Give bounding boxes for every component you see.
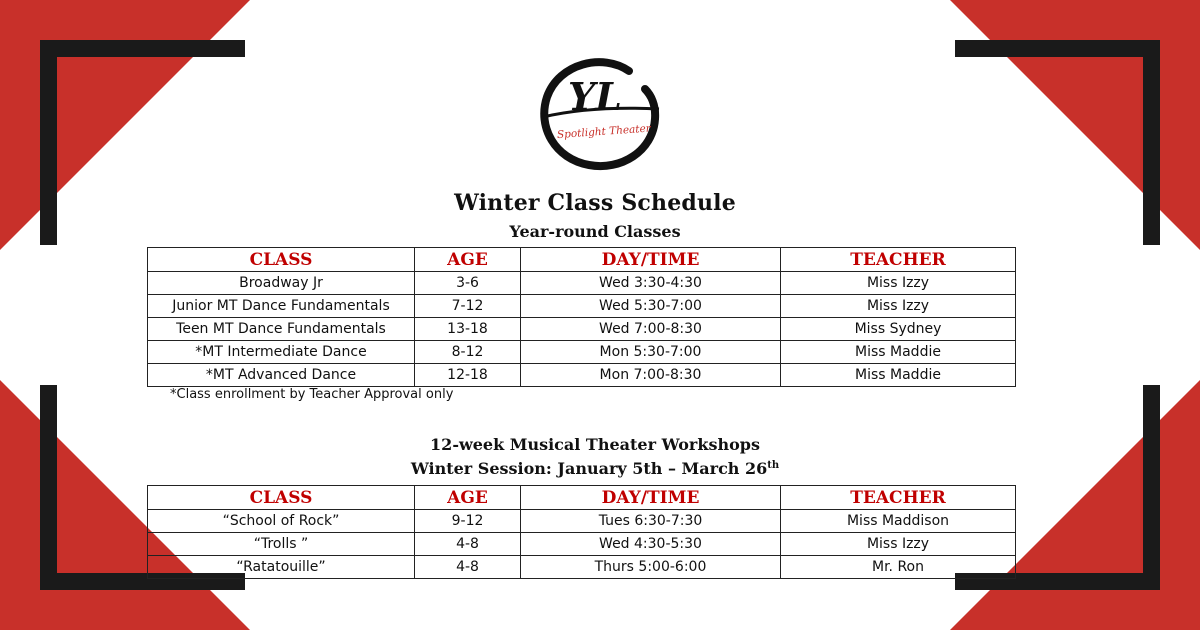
column-header-teacher: TEACHER [781, 248, 1016, 272]
teacher-cell: Miss Sydney [781, 318, 1016, 341]
workshops-heading: 12-week Musical Theater Workshops [430, 435, 760, 454]
column-header-age: AGE [415, 248, 521, 272]
day-time-cell: Mon 5:30-7:00 [521, 341, 781, 364]
column-header-age: AGE [415, 486, 521, 510]
class-cell: “School of Rock” [148, 510, 415, 533]
class-cell: Teen MT Dance Fundamentals [148, 318, 415, 341]
day-time-cell: Mon 7:00-8:30 [521, 364, 781, 387]
class-cell: Junior MT Dance Fundamentals [148, 295, 415, 318]
table-row [148, 295, 1016, 318]
teacher-cell: Miss Izzy [781, 533, 1016, 556]
column-header-teacher: TEACHER [781, 486, 1016, 510]
age-cell: 7-12 [415, 295, 521, 318]
session-text: Winter Session: January 5th – March 26 [410, 459, 768, 478]
teacher-cell: Miss Izzy [781, 272, 1016, 295]
age-cell: 3-6 [415, 272, 521, 295]
teacher-cell: Miss Izzy [781, 295, 1016, 318]
table-row [148, 510, 1016, 533]
day-time-cell: Tues 6:30-7:30 [521, 510, 781, 533]
age-cell: 4-8 [415, 533, 521, 556]
table-row [148, 318, 1016, 341]
enrollment-note: *Class enrollment by Teacher Approval only [170, 387, 454, 402]
table-row [148, 533, 1016, 556]
column-header-class: CLASS [148, 248, 415, 272]
class-cell: “Ratatouille” [148, 556, 415, 579]
table-header-row [148, 486, 1016, 510]
year-round-heading: Year-round Classes [509, 222, 681, 241]
year-round-table [147, 247, 1016, 387]
column-header-day-time: DAY/TIME [521, 486, 781, 510]
workshops-table [147, 485, 1016, 579]
schedule-title: Winter Class Schedule [454, 190, 736, 216]
teacher-cell: Mr. Ron [781, 556, 1016, 579]
day-time-cell: Wed 4:30-5:30 [521, 533, 781, 556]
logo-letters: YL [568, 74, 622, 119]
yl-spotlight-logo [537, 55, 665, 173]
table-row [148, 341, 1016, 364]
age-cell: 12-18 [415, 364, 521, 387]
workshops-session [0, 459, 1190, 478]
table-header-row [148, 248, 1016, 272]
table-row [148, 556, 1016, 579]
table-row [148, 272, 1016, 295]
teacher-cell: Miss Maddie [781, 364, 1016, 387]
day-time-cell: Wed 5:30-7:00 [521, 295, 781, 318]
class-cell: *MT Advanced Dance [148, 364, 415, 387]
day-time-cell: Thurs 5:00-6:00 [521, 556, 781, 579]
teacher-cell: Miss Maddie [781, 341, 1016, 364]
teacher-cell: Miss Maddison [781, 510, 1016, 533]
age-cell: 13-18 [415, 318, 521, 341]
session-suffix: th [767, 460, 780, 471]
class-cell: “Trolls ” [148, 533, 415, 556]
day-time-cell: Wed 3:30-4:30 [521, 272, 781, 295]
column-header-day-time: DAY/TIME [521, 248, 781, 272]
age-cell: 9-12 [415, 510, 521, 533]
age-cell: 4-8 [415, 556, 521, 579]
logo-tagline: Spotlight Theater [556, 122, 652, 142]
age-cell: 8-12 [415, 341, 521, 364]
column-header-class: CLASS [148, 486, 415, 510]
table-row [148, 364, 1016, 387]
day-time-cell: Wed 7:00-8:30 [521, 318, 781, 341]
class-cell: Broadway Jr [148, 272, 415, 295]
class-cell: *MT Intermediate Dance [148, 341, 415, 364]
